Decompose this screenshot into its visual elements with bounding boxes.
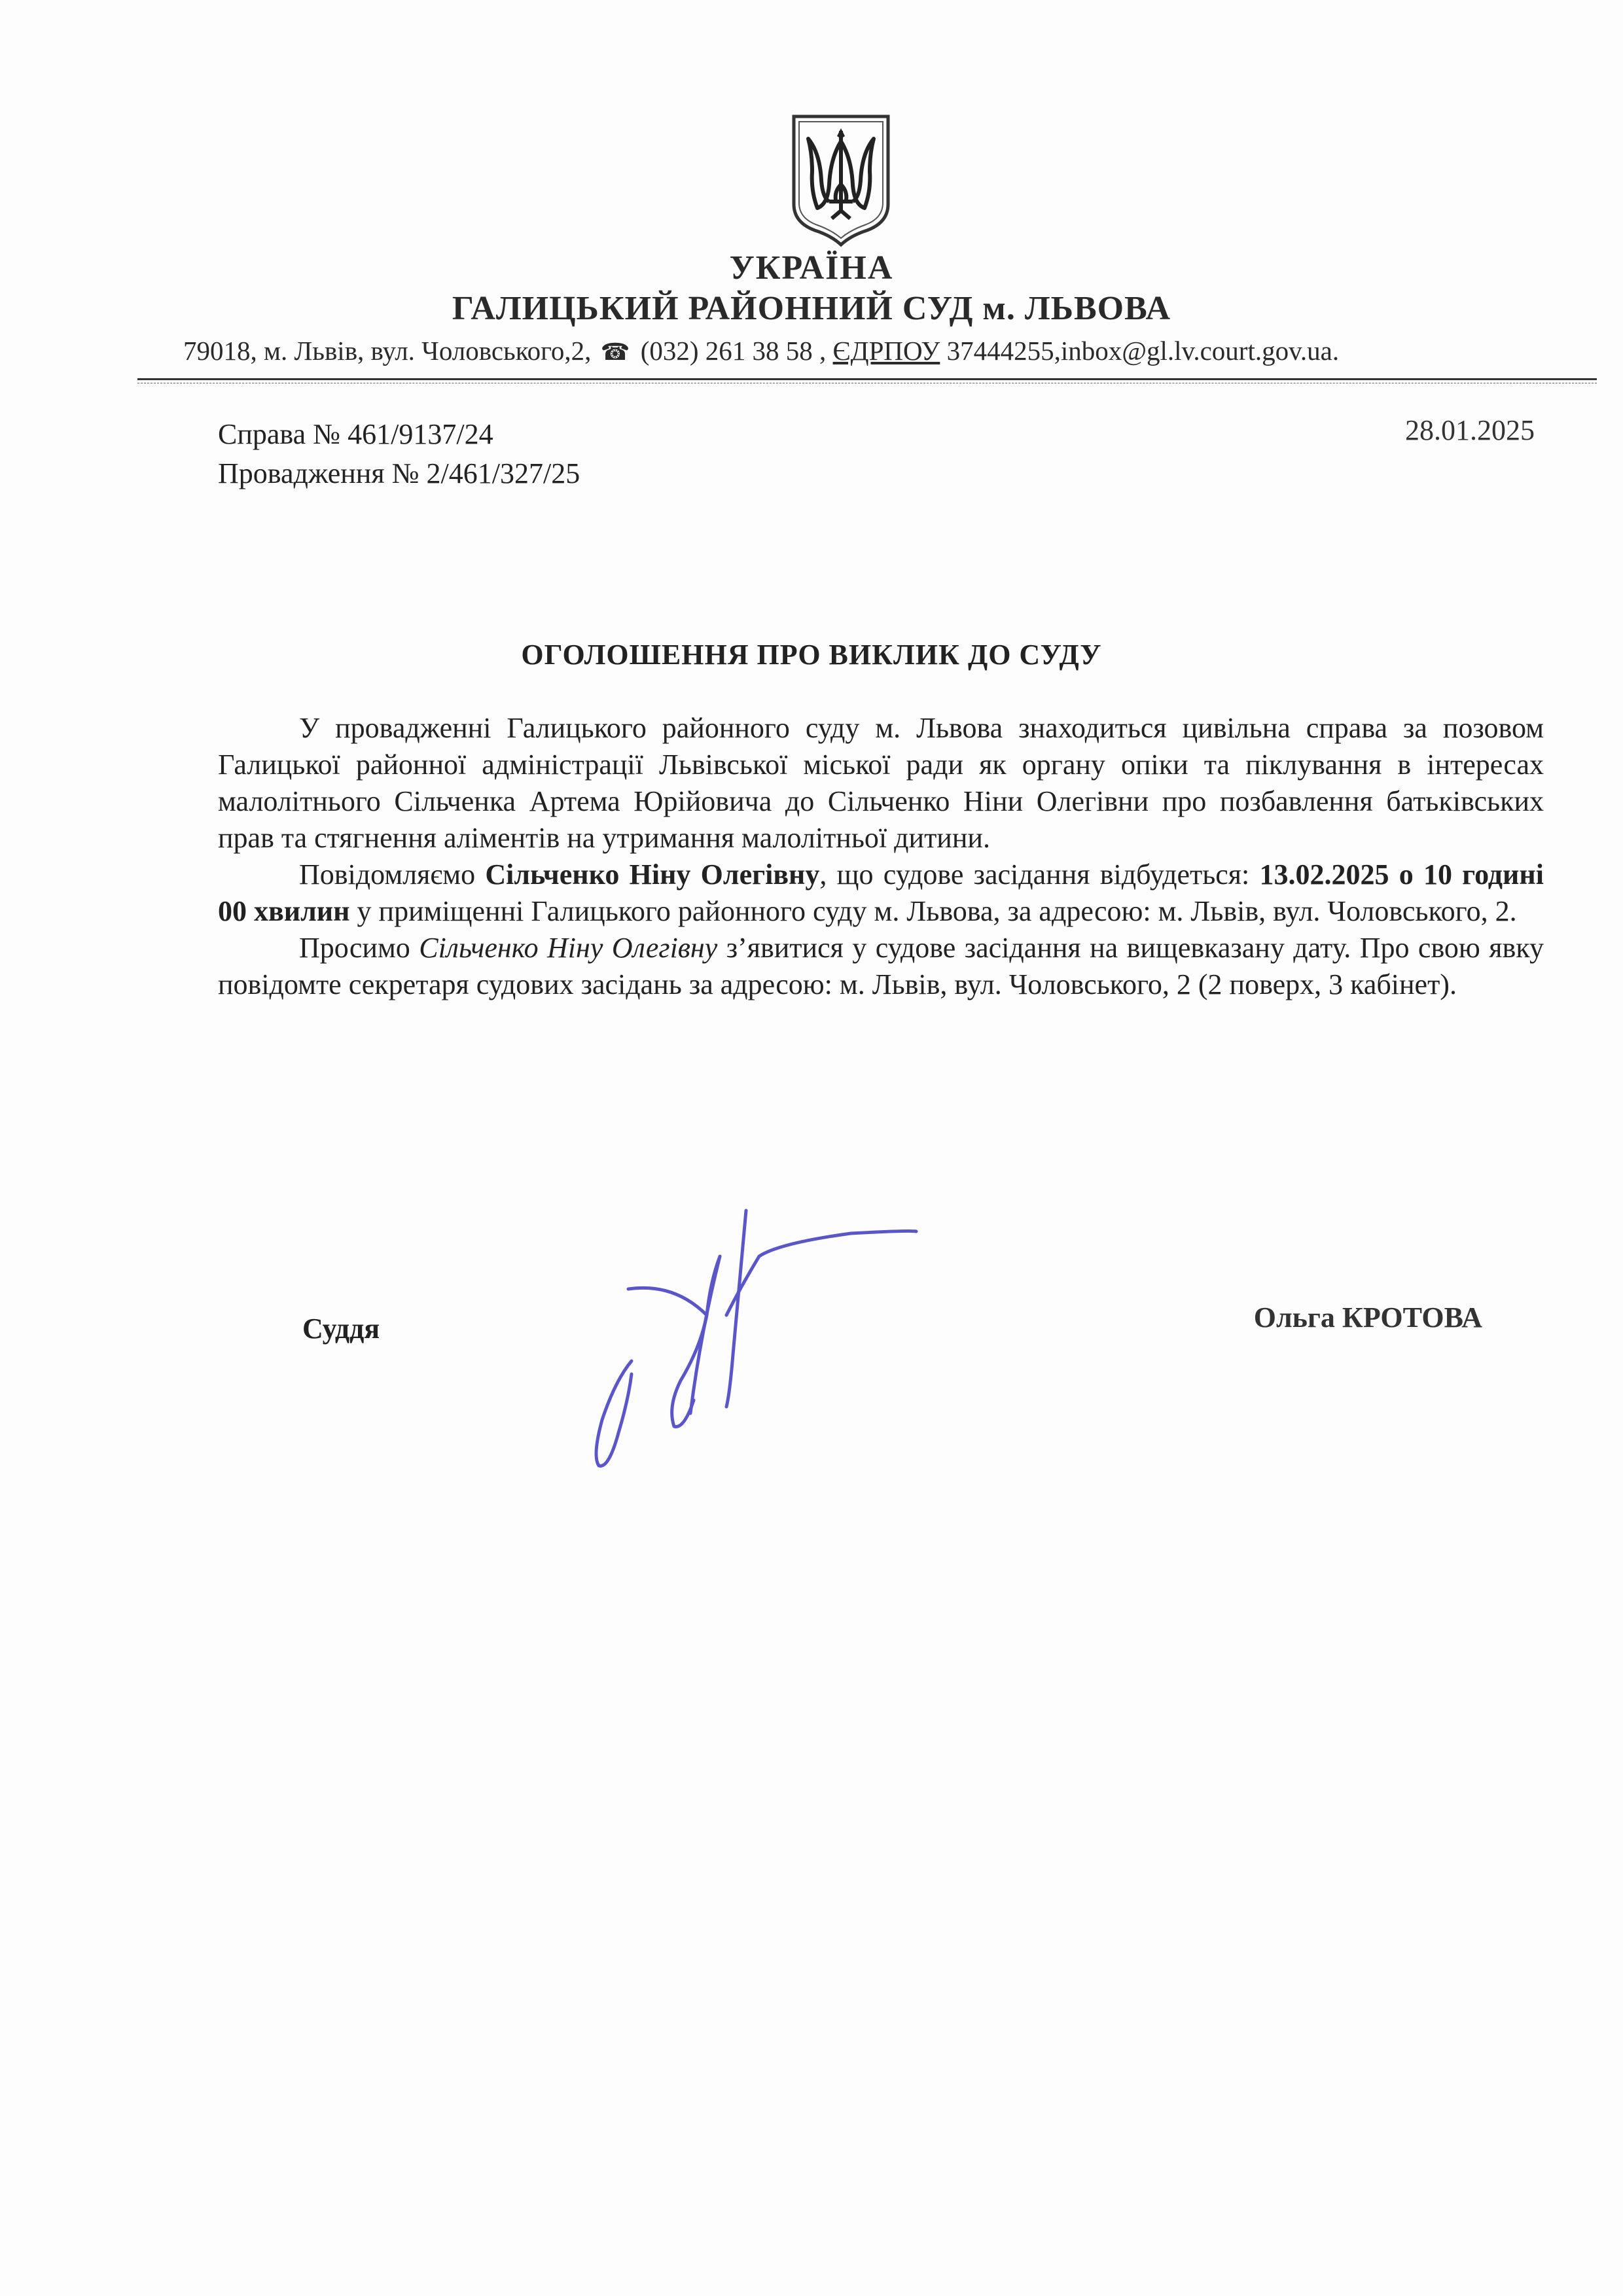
signatory-name: Ольга КРОТОВА: [1253, 1301, 1482, 1333]
court-phone: (032) 261 38 58 ,: [640, 336, 827, 366]
p2-text-a: Повідомляємо: [299, 858, 486, 891]
document-body: [218, 710, 1544, 1003]
trident-coat-of-arms-icon: [789, 113, 893, 247]
document-date: 28.01.2025: [1405, 414, 1535, 446]
signatory-role: Суддя: [302, 1313, 380, 1345]
body-paragraph-1: У провадженні Галицького районного суду м. Львова знаходиться цивільна справа за позовом Галицької районної адміністрації Львівської міської ради як органу опіки та піклування в інтересах малолітнього Сільченка Артема Юрійовича до Сільченко Ніни Олегівни про позбавлення батьківських прав та стягнення аліментів на утримання малолітньої дитини.: [218, 712, 1544, 854]
p3-defendant-name: Сільченко Ніну Олегівну: [419, 932, 718, 964]
p2-hearing-datetime: 13.02.2025 о 10 годині 00 хвилин: [218, 858, 1544, 927]
p3-text-b: з’явитися у судове засідання на вищевказану дату. Про свою явку повідомте секретаря судових засідань за адресою: м. Львів, вул. Чоловського, 2 (2 поверх, 3 кабінет).: [218, 932, 1544, 1000]
handwritten-signature: [543, 1204, 936, 1479]
case-number: Справа № 461/9137/24: [218, 418, 493, 450]
p3-text-a: Просимо: [299, 932, 419, 964]
edrpou-and-email: 37444255,inbox@gl.lv.court.gov.ua.: [946, 336, 1340, 366]
header-divider: [137, 378, 1597, 380]
court-address: 79018, м. Львів, вул. Чоловського,2,: [183, 336, 592, 366]
proceeding-number: Провадження № 2/461/327/25: [218, 457, 580, 489]
header-country: УКРАЇНА: [729, 249, 894, 287]
p2-text-c: у приміщенні Галицького районного суду м. Львова, за адресою: м. Львів, вул. Чоловського, 2.: [349, 895, 1517, 927]
edrpou-label: ЄДРПОУ: [832, 336, 940, 366]
p2-defendant-name: Сільченко Ніну Олегівну: [485, 858, 820, 891]
body-paragraph-2: [218, 857, 1544, 930]
document-title: ОГОЛОШЕННЯ ПРО ВИКЛИК ДО СУДУ: [521, 639, 1102, 671]
header-court-name: ГАЛИЦЬКИЙ РАЙОННИЙ СУД м. ЛЬВОВА: [452, 290, 1171, 327]
p2-text-b: , що судове засідання відбудеться:: [819, 858, 1260, 891]
header-address-line: [183, 335, 1339, 366]
telephone-icon: ☎: [600, 339, 630, 365]
body-paragraph-3: [218, 930, 1544, 1003]
